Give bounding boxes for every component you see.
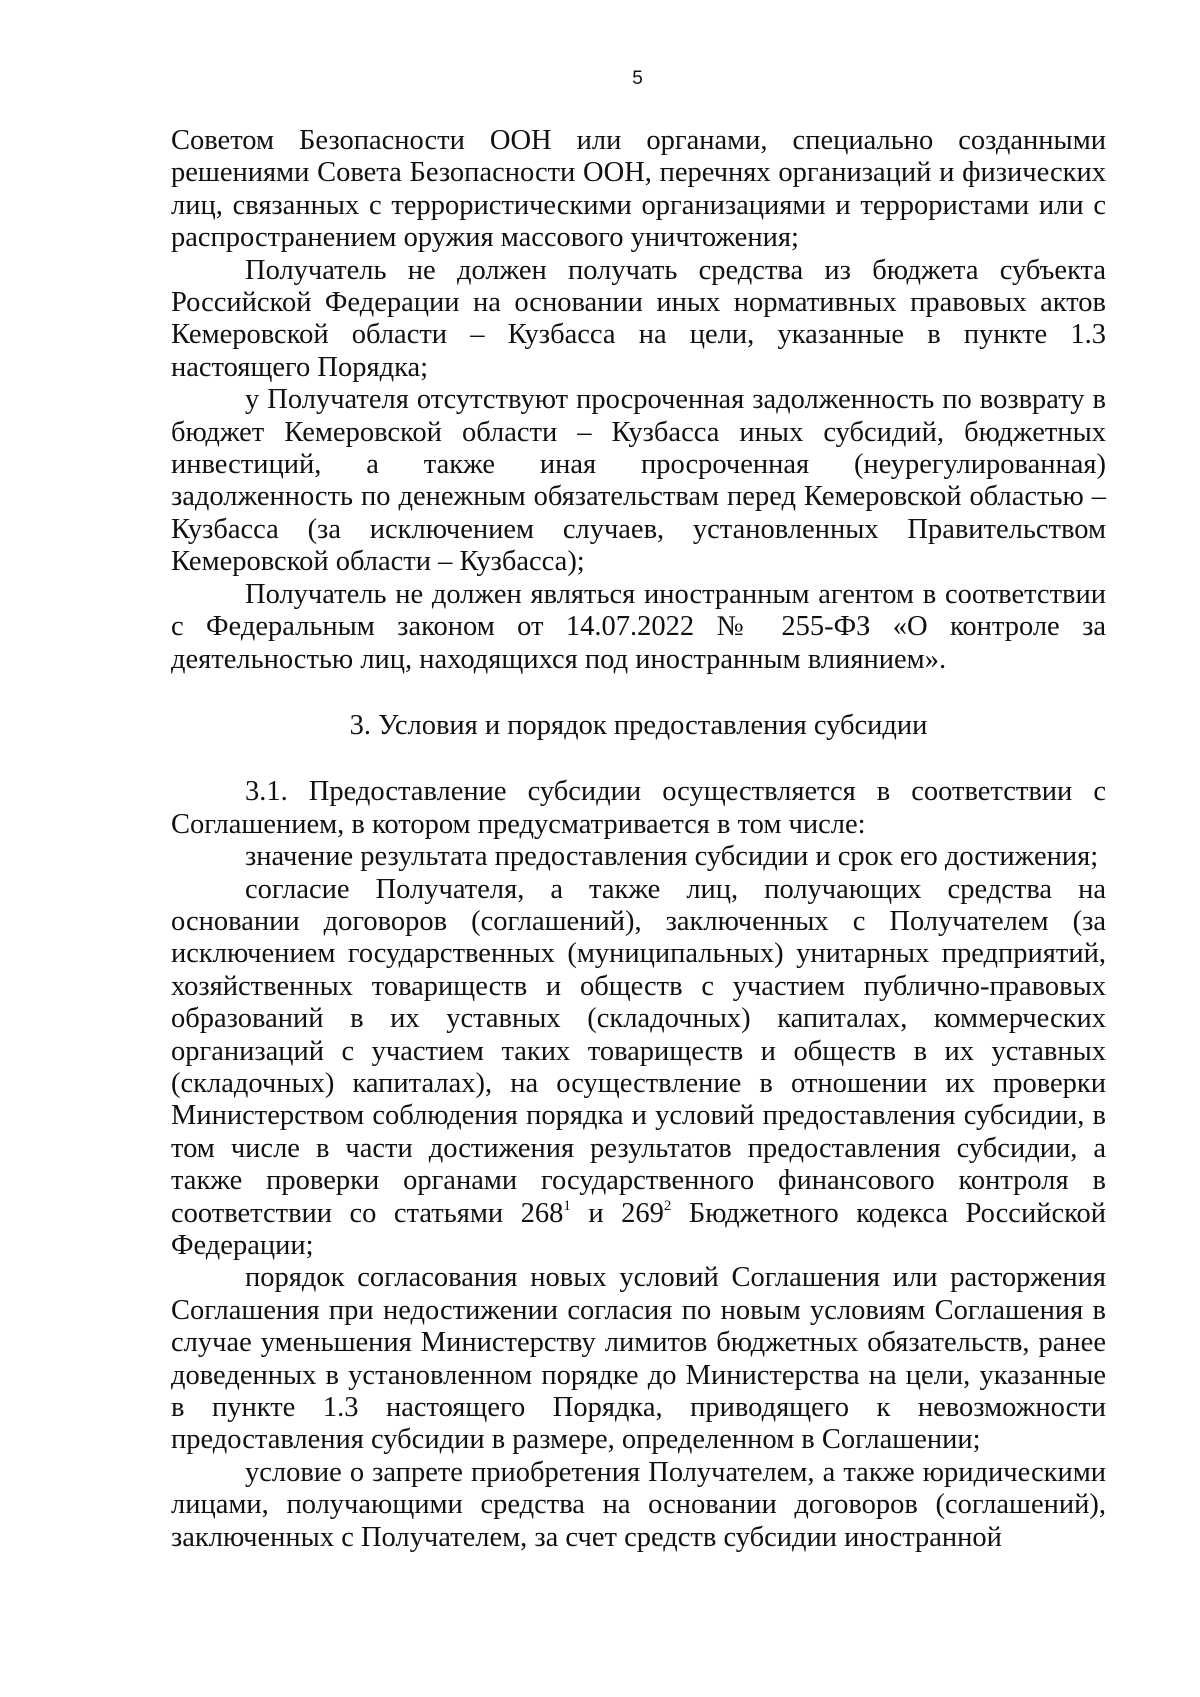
paragraph-no-other-budget-funds: Получатель не должен получать средства из бюджета субъекта Российской Федерации на основании иных нормативных правовых актов Кемеровской области – Кузбасса на цели, указанные в пункте 1.3 настоящего Порядка; bbox=[171, 254, 1106, 383]
page-number: 5 bbox=[632, 68, 643, 89]
section-heading: 3. Условия и порядок предоставления субсидии bbox=[349, 709, 928, 741]
consent-text-start: согласие Получателя, а также лиц, получающих средства на основании договоров (соглашений), заключенных с Получателем (за исключением государственных (муниципальных) унитарных предприятий, хозяйственных товариществ и обществ с участием публично-правовых образований в их уставных (складочных) капиталах, коммерческих организаций с участием таких товариществ и обществ в их уставных (складочных) капиталах), на осуществление в отношении их проверки Министерством соблюдения порядка и условий предоставления субсидии, в том числе в части достижения результатов предоставления субсидии, а также проверки органами государственного финансового контроля в соответствии со статьями 268 bbox=[171, 873, 1106, 1229]
consent-text-middle: и 269 bbox=[570, 1197, 664, 1229]
paragraph-consent-to-inspections bbox=[171, 874, 1106, 1263]
paragraph-sanctions-lists: Советом Безопасности ООН или органами, специально созданными решениями Совета Безопасности ООН, перечнях организаций и физических лиц, связанных с террористическими организациями и террористами или с распространением оружия массового уничтожения; bbox=[171, 125, 1106, 254]
paragraph-no-overdue-debt: у Получателя отсутствуют просроченная задолженность по возврату в бюджет Кемеровской области – Кузбасса иных субсидий, бюджетных инвестиций, а также иная просроченная (неурегулированная) задолженность по денежным обязательствам перед Кемеровской областью – Кузбасса (за исключением случаев, установленных Правительством Кемеровской области – Кузбасса); bbox=[171, 384, 1106, 578]
paragraph-purchase-prohibition: условие о запрете приобретения Получателем, а также юридическими лицами, получающими средства на основании договоров (соглашений), заключенных с Получателем, за счет средств субсидии иностранной bbox=[171, 1456, 1106, 1553]
paragraph-result-value: значение результата предоставления субсидии и срок его достижения; bbox=[245, 841, 1099, 873]
superscript-2: 2 bbox=[663, 1197, 672, 1214]
consent-text-end: Бюджетного кодекса Российской Федерации; bbox=[171, 1197, 1106, 1261]
paragraph-3-1: 3.1. Предоставление субсидии осуществляется в соответствии с Соглашением, в котором предусматривается в том числе: bbox=[171, 776, 1106, 840]
paragraph-new-conditions-procedure: порядок согласования новых условий Соглашения или расторжения Соглашения при недостижении согласия по новым условиям Соглашения в случае уменьшения Министерству лимитов бюджетных обязательств, ранее доведенных в установленном порядке до Министерства на цели, указанные в пункте 1.3 настоящего Порядка, приводящего к невозможности предоставления субсидии в размере, определенном в Соглашении; bbox=[171, 1262, 1106, 1456]
paragraph-not-foreign-agent: Получатель не должен являться иностранным агентом в соответствии с Федеральным законом от 14.07.2022 № 255-ФЗ «О контроле за деятельностью лиц, находящихся под иностранным влиянием». bbox=[171, 578, 1106, 675]
document-body bbox=[171, 125, 1106, 1554]
superscript-1: 1 bbox=[563, 1197, 571, 1214]
